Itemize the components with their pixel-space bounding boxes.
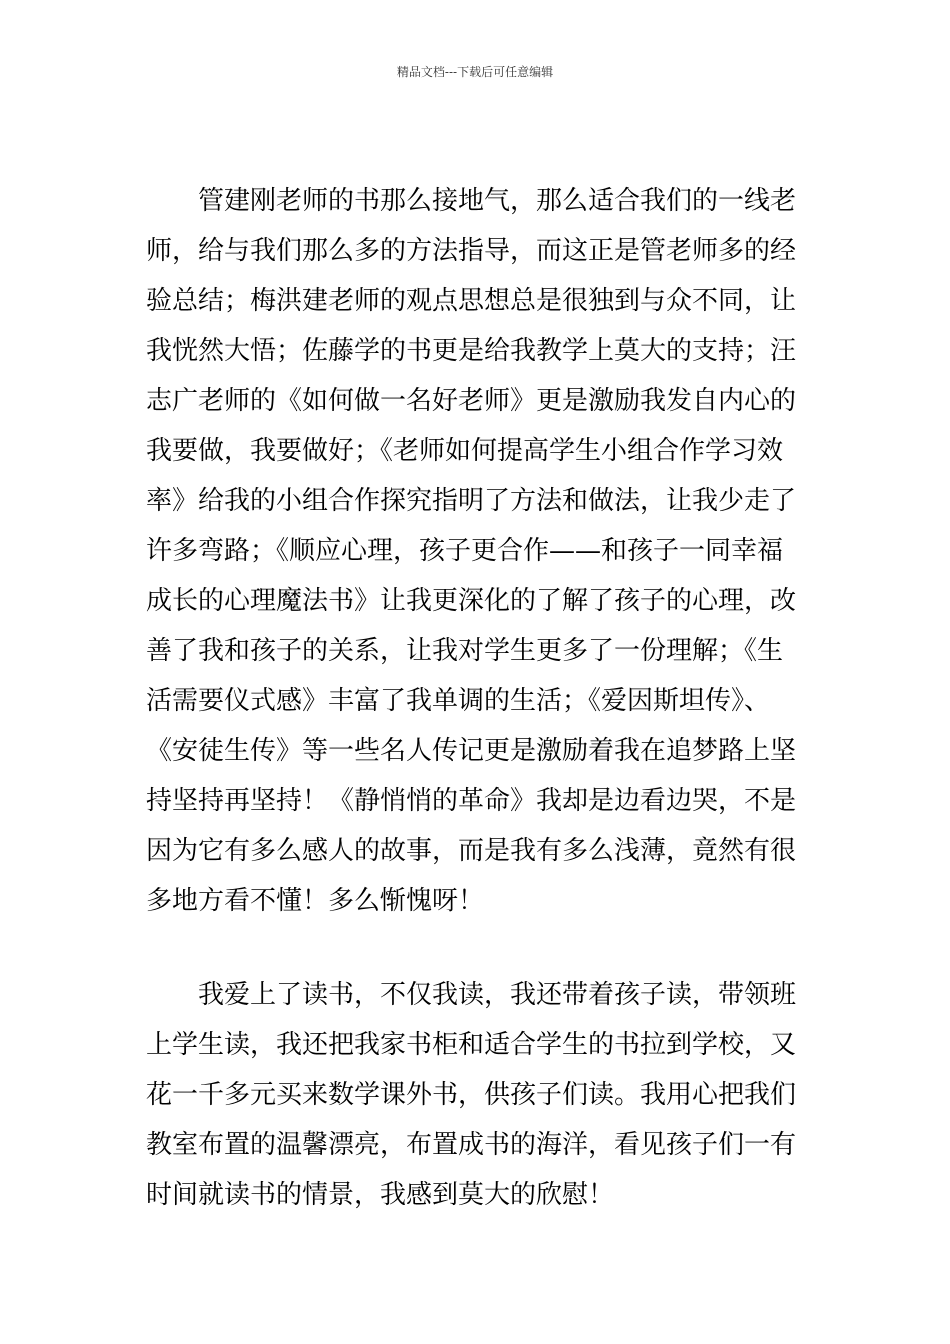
text-line: 善了我和孩子的关系，让我对学生更多了一份理解；《生: [146, 636, 784, 666]
text-line: 活需要仪式感》丰富了我单调的生活；《爱因斯坦传》、: [146, 686, 771, 716]
text-line: 时间就读书的情景，我感到莫大的欣慰！: [146, 1180, 615, 1210]
text-line: 《安徒生传》等一些名人传记更是激励着我在追梦路上坚: [146, 736, 797, 766]
page-header: 精品文档---下载后可任意编辑: [396, 65, 554, 79]
text-line: 管建刚老师的书那么接地气，那么适合我们的一线老: [146, 186, 797, 216]
text-line: 因为它有多么感人的故事，而是我有多么浅薄，竟然有很: [146, 836, 797, 866]
text-line: 志广老师的《如何做一名好老师》更是激励我发自内心的: [146, 386, 797, 416]
text-line: 许多弯路；《顺应心理，孩子更合作——和孩子一同幸福: [146, 536, 784, 566]
text-line: 我要做，我要做好；《老师如何提高学生小组合作学习效: [146, 436, 784, 466]
text-line: 多地方看不懂！多么惭愧呀！: [146, 886, 485, 916]
text-line: 教室布置的温馨漂亮，布置成书的海洋，看见孩子们一有: [146, 1130, 797, 1160]
text-line: 上学生读，我还把我家书柜和适合学生的书拉到学校，又: [146, 1030, 797, 1060]
paragraph-1: [146, 176, 806, 926]
text-line: 我爱上了读书，不仅我读，我还带着孩子读，带领班: [146, 980, 797, 1010]
text-line: 花一千多元买来数学课外书，供孩子们读。我用心把我们: [146, 1080, 797, 1110]
text-line: 成长的心理魔法书》让我更深化的了解了孩子的心理，改: [146, 586, 797, 616]
text-line: 我恍然大悟；佐藤学的书更是给我教学上莫大的支持；汪: [146, 336, 797, 366]
text-line: 师，给与我们那么多的方法指导，而这正是管老师多的经: [146, 236, 797, 266]
text-line: 持坚持再坚持！《静悄悄的革命》我却是边看边哭，不是: [146, 786, 797, 816]
paragraph-2: [146, 970, 806, 1220]
text-line: 验总结；梅洪建老师的观点思想总是很独到与众不同，让: [146, 286, 797, 316]
text-line: 率》给我的小组合作探究指明了方法和做法，让我少走了: [146, 486, 797, 516]
